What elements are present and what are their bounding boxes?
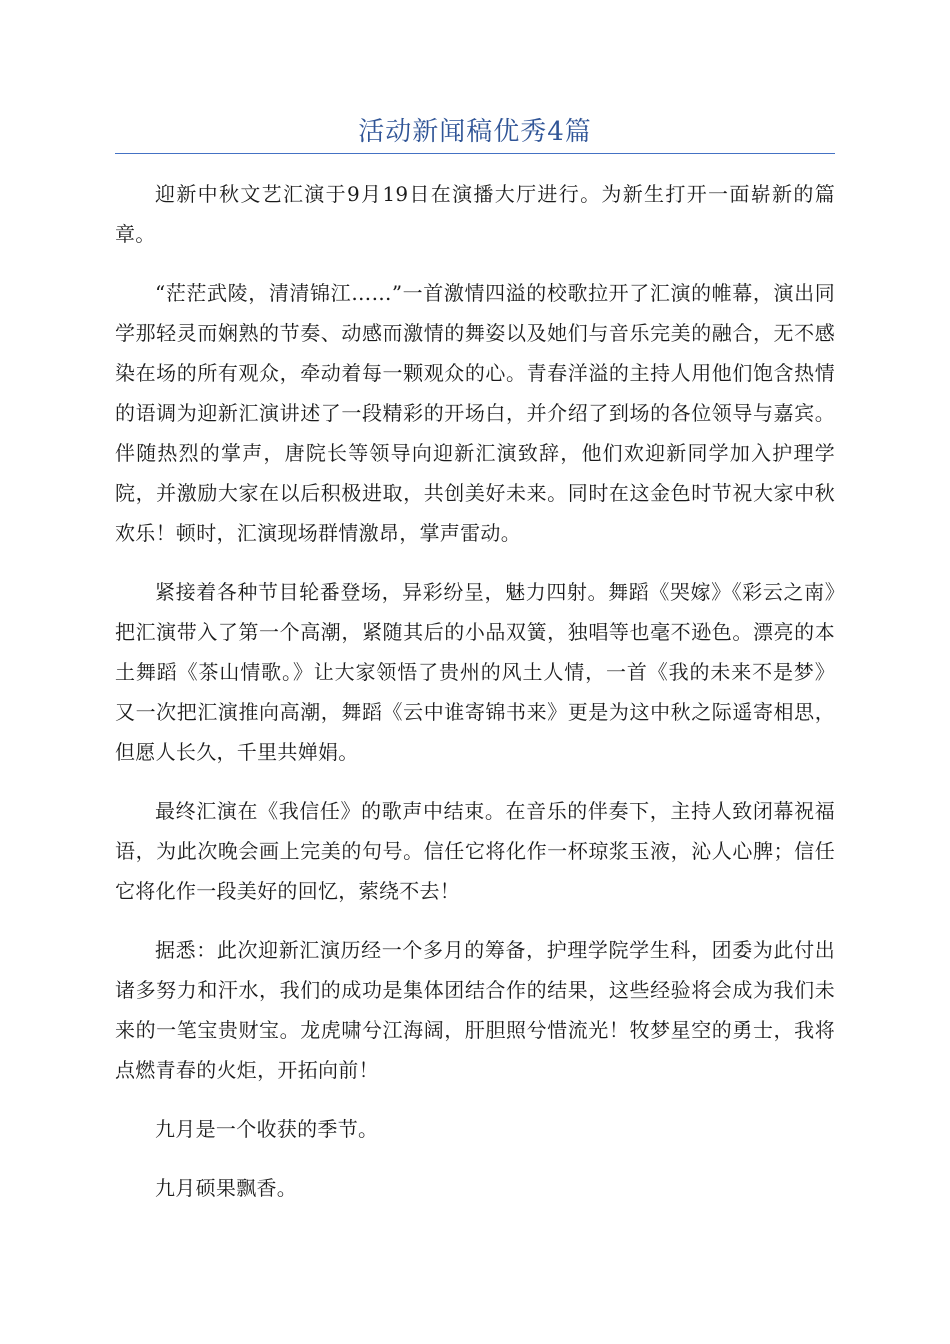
paragraph-1: 迎新中秋文艺汇演于9月19日在演播大厅进行。为新生打开一面崭新的篇章。	[115, 182, 835, 246]
title-underline	[115, 153, 835, 154]
paragraph-6: 九月是一个收获的季节。	[155, 1117, 379, 1141]
paragraph-2: “茫茫武陵，清清锦江……”一首激情四溢的校歌拉开了汇演的帷幕，演出同学那轻灵而娴熟的节奏、动感而激情的舞姿以及她们与音乐完美的融合，无不感染在场的所有观众，牵动着每一颗观众的心。青春洋溢的主持人用他们饱含热情的语调为迎新汇演讲述了一段精彩的开场白，并介绍了到场的各位领导与嘉宾。伴随热烈的掌声，唐院长等领导向迎新汇演致辞，他们欢迎新同学加入护理学院，并激励大家在以后积极进取，共创美好未来。同时在这金色时节祝大家中秋欢乐！顿时，汇演现场群情激昂，掌声雷动。	[115, 281, 835, 545]
paragraph-4: 最终汇演在《我信任》的歌声中结束。在音乐的伴奏下，主持人致闭幕祝福语，为此次晚会画上完美的句号。信任它将化作一杯琼浆玉液，沁人心脾；信任它将化作一段美好的回忆，萦绕不去！	[115, 799, 835, 903]
document-title: 活动新闻稿优秀4篇	[358, 117, 592, 147]
document-body	[115, 174, 835, 1227]
paragraph-3: 紧接着各种节目轮番登场，异彩纷呈，魅力四射。舞蹈《哭嫁》《彩云之南》把汇演带入了第一个高潮，紧随其后的小品双簧，独唱等也毫不逊色。漂亮的本土舞蹈《茶山情歌。》让大家领悟了贵州的风土人情，一首《我的未来不是梦》又一次把汇演推向高潮，舞蹈《云中谁寄锦书来》更是为这中秋之际遥寄相思，但愿人长久，千里共婵娟。	[115, 580, 835, 764]
paragraph-7: 九月硕果飘香。	[155, 1176, 298, 1200]
paragraph-5: 据悉：此次迎新汇演历经一个多月的筹备，护理学院学生科，团委为此付出诸多努力和汗水，我们的成功是集体团结合作的结果，这些经验将会成为我们未来的一笔宝贵财宝。龙虎啸兮江海阔，肝胆照兮惜流光！牧梦星空的勇士，我将点燃青春的火炬，开拓向前！	[115, 938, 835, 1082]
